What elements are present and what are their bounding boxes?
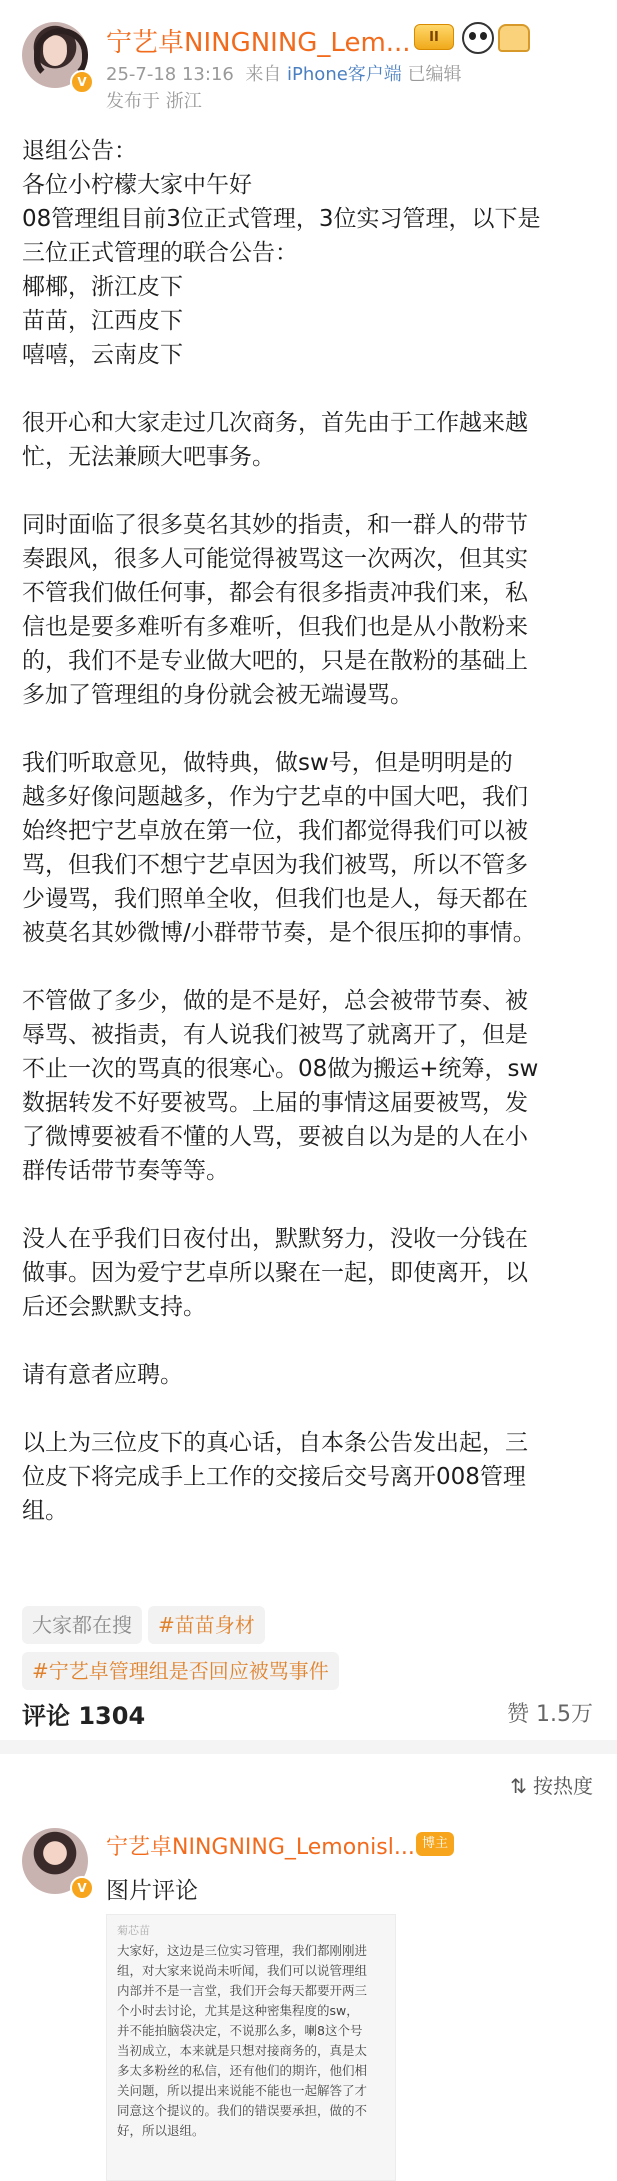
post-line: 数据转发不好要被骂。上届的事情这届要被骂，发 [22, 1090, 528, 1116]
post-line: 群传话带节奏等等。 [22, 1158, 229, 1184]
post-line: 同时面临了很多莫名其妙的指责，和一群人的带节 [22, 512, 528, 538]
post-line: 始终把宁艺卓放在第一位，我们都觉得我们可以被 [22, 818, 528, 844]
post-paragraph [22, 508, 602, 712]
comment-image[interactable] [106, 1914, 396, 2181]
post-body [22, 134, 602, 1562]
post-line: 忙，无法兼顾大吧事务。 [22, 444, 275, 470]
post-line: 退组公告： [22, 138, 137, 164]
post-paragraph [22, 1358, 602, 1392]
post-line: 各位小柠檬大家中午好 [22, 172, 252, 198]
post-line: 后还会默默支持。 [22, 1294, 206, 1320]
post-line: 苗苗，江西皮下 [22, 308, 183, 334]
post-datetime: 25-7-18 13:16 [106, 64, 234, 85]
sort-icon: ⇅ [510, 1774, 527, 1798]
source-prefix: 来自 [245, 64, 282, 85]
comment-image-line: 好，所以退组。 [117, 2123, 205, 2138]
post-line: 骂，但我们不想宁艺卓因为我们被骂，所以不管多 [22, 852, 528, 878]
post-line: 辱骂、被指责，有人说我们被骂了就离开了，但是 [22, 1022, 528, 1048]
panda-icon[interactable] [462, 22, 494, 54]
author-name[interactable]: 宁艺卓NINGNING_Lem... [106, 28, 411, 58]
post-line: 我们听取意见，做特典，做sw号，但是明明是的 [22, 750, 513, 776]
topic-tag[interactable]: #苗苗身材 [148, 1606, 265, 1644]
post-meta [106, 60, 462, 86]
verified-v-icon: V [70, 1876, 94, 1900]
edited-label[interactable]: 已编辑 [407, 64, 462, 85]
sort-by-hot[interactable] [510, 1770, 593, 1799]
post-line: 的，我们不是专业做大吧的，只是在散粉的基础上 [22, 648, 528, 674]
post-line: 嘻嘻，云南皮下 [22, 342, 183, 368]
post-line: 信也是要多难听有多难听，但我们也是从小散粉来 [22, 614, 528, 640]
post-header [0, 0, 617, 112]
client-link[interactable]: iPhone客户端 [287, 64, 402, 85]
post-paragraph [22, 406, 602, 474]
comment-text: 图片评论 [106, 1878, 198, 1904]
host-badge: 博主 [416, 1832, 454, 1856]
post-line: 不管我们做任何事，都会有很多指责冲我们来，私 [22, 580, 528, 606]
like-count[interactable]: 赞 1.5万 [507, 1702, 593, 1727]
post-line: 不止一次的骂真的很寒心。08做为搬运+统筹，sw [22, 1056, 539, 1082]
post-line: 三位正式管理的联合公告： [22, 240, 298, 266]
post-paragraph [22, 134, 602, 372]
comment-count[interactable]: 评论 1304 [22, 1702, 146, 1730]
post-line: 做事。因为爱宁艺卓所以聚在一起，即使离开，以 [22, 1260, 528, 1286]
post-line: 越多好像问题越多，作为宁艺卓的中国大吧，我们 [22, 784, 528, 810]
cake-icon[interactable] [498, 24, 530, 52]
post-location: 发布于 浙江 [106, 91, 202, 112]
comment-image-header: 菊芯苗 [117, 1924, 150, 1937]
post-line: 没人在乎我们日夜付出，默默努力，没收一分钱在 [22, 1226, 528, 1252]
comment-image-line: 关问题，所以提出来说能不能也一起解答了才 [117, 2083, 368, 2098]
post-paragraph [22, 984, 602, 1188]
comment-image-line: 个小时去讨论，尤其是这种密集程度的sw， [117, 2003, 359, 2018]
topic-tag[interactable]: #宁艺卓管理组是否回应被骂事件 [22, 1652, 339, 1690]
post-line: 很开心和大家走过几次商务，首先由于工作越来越 [22, 410, 528, 436]
post-line: 08管理组目前3位正式管理，3位实习管理，以下是 [22, 206, 541, 232]
post-line: 多加了管理组的身份就会被无端谩骂。 [22, 682, 413, 708]
commenter-name[interactable]: 宁艺卓NINGNING_Lemonisl... [106, 1835, 415, 1860]
comment-image-line: 同意这个提议的。我们的错误要承担，做的不 [117, 2103, 368, 2118]
comment-image-line: 内部并不是一言堂，我们开会每天都要开两三 [117, 1983, 368, 1998]
trending-search-label[interactable]: 大家都在搜 [22, 1606, 142, 1644]
comment-image-line: 组，对大家来说尚未听闻，我们可以说管理组 [117, 1963, 368, 1978]
post-line: 少谩骂，我们照单全收，但我们也是人，每天都在 [22, 886, 528, 912]
post-line: 了微博要被看不懂的人骂，要被自以为是的人在小 [22, 1124, 528, 1150]
post-paragraph [22, 746, 602, 950]
sort-label: 按热度 [533, 1774, 593, 1798]
comment-image-line: 多太多粉丝的私信，还有他们的期许，他们相 [117, 2063, 368, 2078]
level-badge-icon[interactable]: II [414, 24, 454, 50]
post-line: 被莫名其妙微博/小群带节奏，是个很压抑的事情。 [22, 920, 536, 946]
comment-image-line: 并不能拍脑袋决定，不说那么多，喇8这个号 [117, 2023, 363, 2038]
post-line: 以上为三位皮下的真心话，自本条公告发出起，三 [22, 1430, 528, 1456]
post-paragraph [22, 1426, 602, 1528]
comment-image-line: 当初成立，本来就是只想对接商务的，真是太 [117, 2043, 368, 2058]
post-line: 不管做了多少，做的是不是好，总会被带节奏、被 [22, 988, 528, 1014]
verified-v-icon: V [70, 70, 94, 94]
post-paragraph [22, 1222, 602, 1324]
post-line: 组。 [22, 1498, 68, 1524]
post-line: 请有意者应聘。 [22, 1362, 183, 1388]
section-divider [0, 1740, 617, 1754]
post-line: 奏跟风，很多人可能觉得被骂这一次两次，但其实 [22, 546, 528, 572]
comment-image-line: 大家好，这边是三位实习管理，我们都刚刚进 [117, 1943, 368, 1958]
post-line: 位皮下将完成手上工作的交接后交号离开008管理 [22, 1464, 526, 1490]
post-line: 椰椰，浙江皮下 [22, 274, 183, 300]
